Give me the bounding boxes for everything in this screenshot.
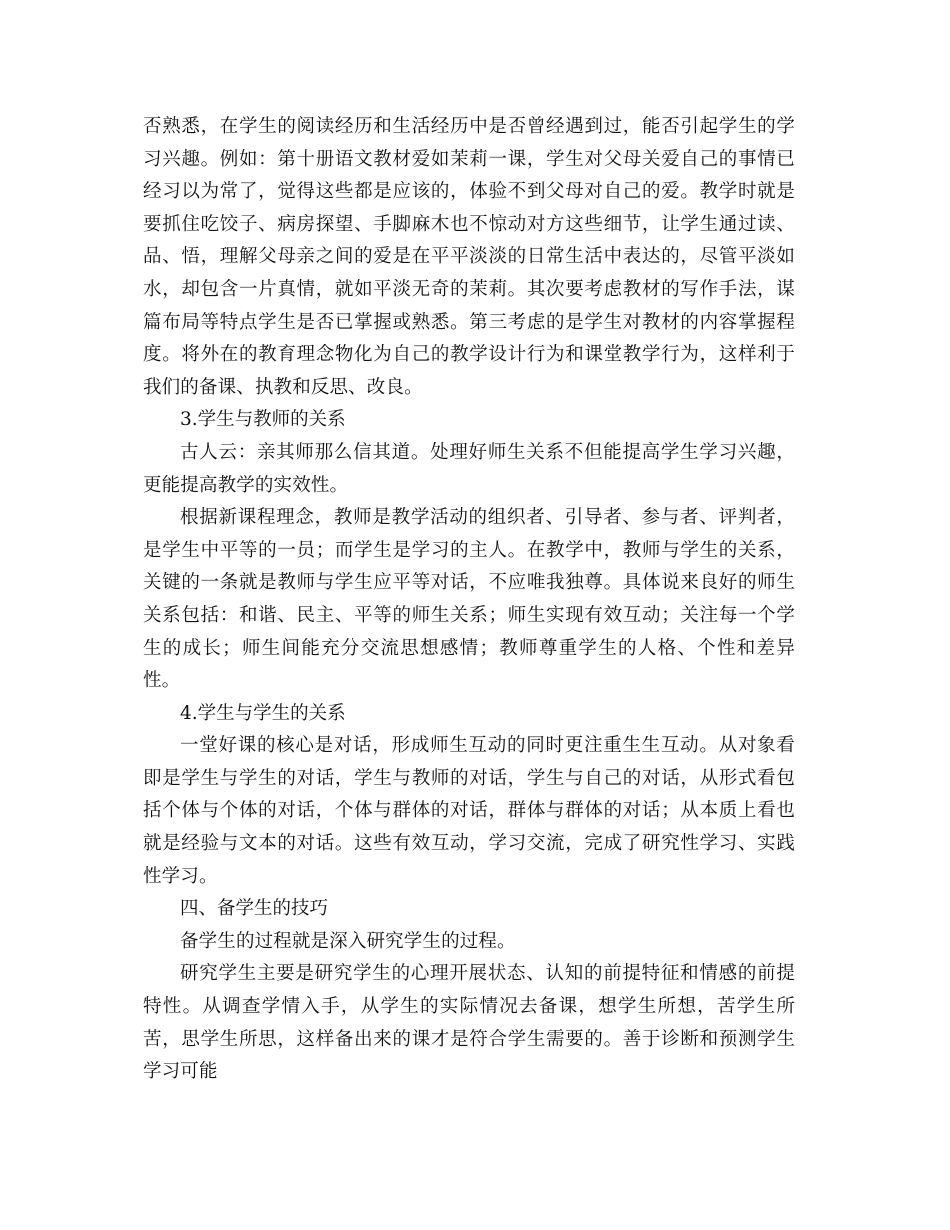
paragraph-process: 备学生的过程就是深入研究学生的过程。 [180, 930, 516, 952]
paragraph-new-curriculum: 根据新课程理念，教师是教学活动的组织者、引导者、参与者、评判者，是学生中平等的一员；而学生是学习的主人。在教学中，教师与学生的关系，关键的一条就是教师与学生应平等对话，不应唯我独尊。具体说来良好的师生关系包括：和谐、民主、平等的师生关系；师生实现有效互动；关注每一个学生的成长；师生间能充分交流思想感情；教师尊重学生的人格、个性和差异性。 [143, 507, 795, 692]
paragraph-ancient-saying: 古人云：亲其师那么信其道。处理好师生关系不但能提高学生学习兴趣，更能提高教学的实效性。 [143, 441, 795, 496]
paragraph-research-students: 研究学生主要是研究学生的心理开展状态、认知的前提特征和情感的前提特性。从调查学情入手，从学生的实际情况去备课，想学生所想，苦学生所苦，思学生所思，这样备出来的课才是符合学生需要的。善于诊断和预测学生学习可能 [143, 963, 795, 1083]
section-heading-teacher-relation: 3.学生与教师的关系 [180, 409, 346, 431]
section-heading-student-relation: 4.学生与学生的关系 [180, 702, 346, 724]
paragraph-dialogue-core: 一堂好课的核心是对话，形成师生互动的同时更注重生生互动。从对象看即是学生与学生的对话，学生与教师的对话，学生与自己的对话，从形式看包括个体与个体的对话，个体与群体的对话，群体与群体的对话；从本质上看也就是经验与文本的对话。这些有效互动，学习交流，完成了研究性学习、实践性学习。 [143, 735, 795, 887]
document-page [143, 111, 795, 1089]
paragraph-continuation: 否熟悉，在学生的阅读经历和生活经历中是否曾经遇到过，能否引起学生的学习兴趣。例如：第十册语文教材爱如茉莉一课，学生对父母关爱自己的事情已经习以为常了，觉得这些都是应该的，体验不到父母对自己的爱。教学时就是要抓住吃饺子、病房探望、手脚麻木也不惊动对方这些细节，让学生通过读、品、悟，理解父母亲之间的爱是在平平淡淡的日常生活中表达的，尽管平淡如水，却包含一片真情，就如平淡无奇的茉莉。其次要考虑教材的写作手法，谋篇布局等特点学生是否已掌握或熟悉。第三考虑的是学生对教材的内容掌握程度。将外在的教育理念物化为自己的教学设计行为和课堂教学行为，这样利于我们的备课、执教和反思、改良。 [143, 116, 795, 398]
section-heading-techniques: 四、备学生的技巧 [180, 898, 329, 920]
